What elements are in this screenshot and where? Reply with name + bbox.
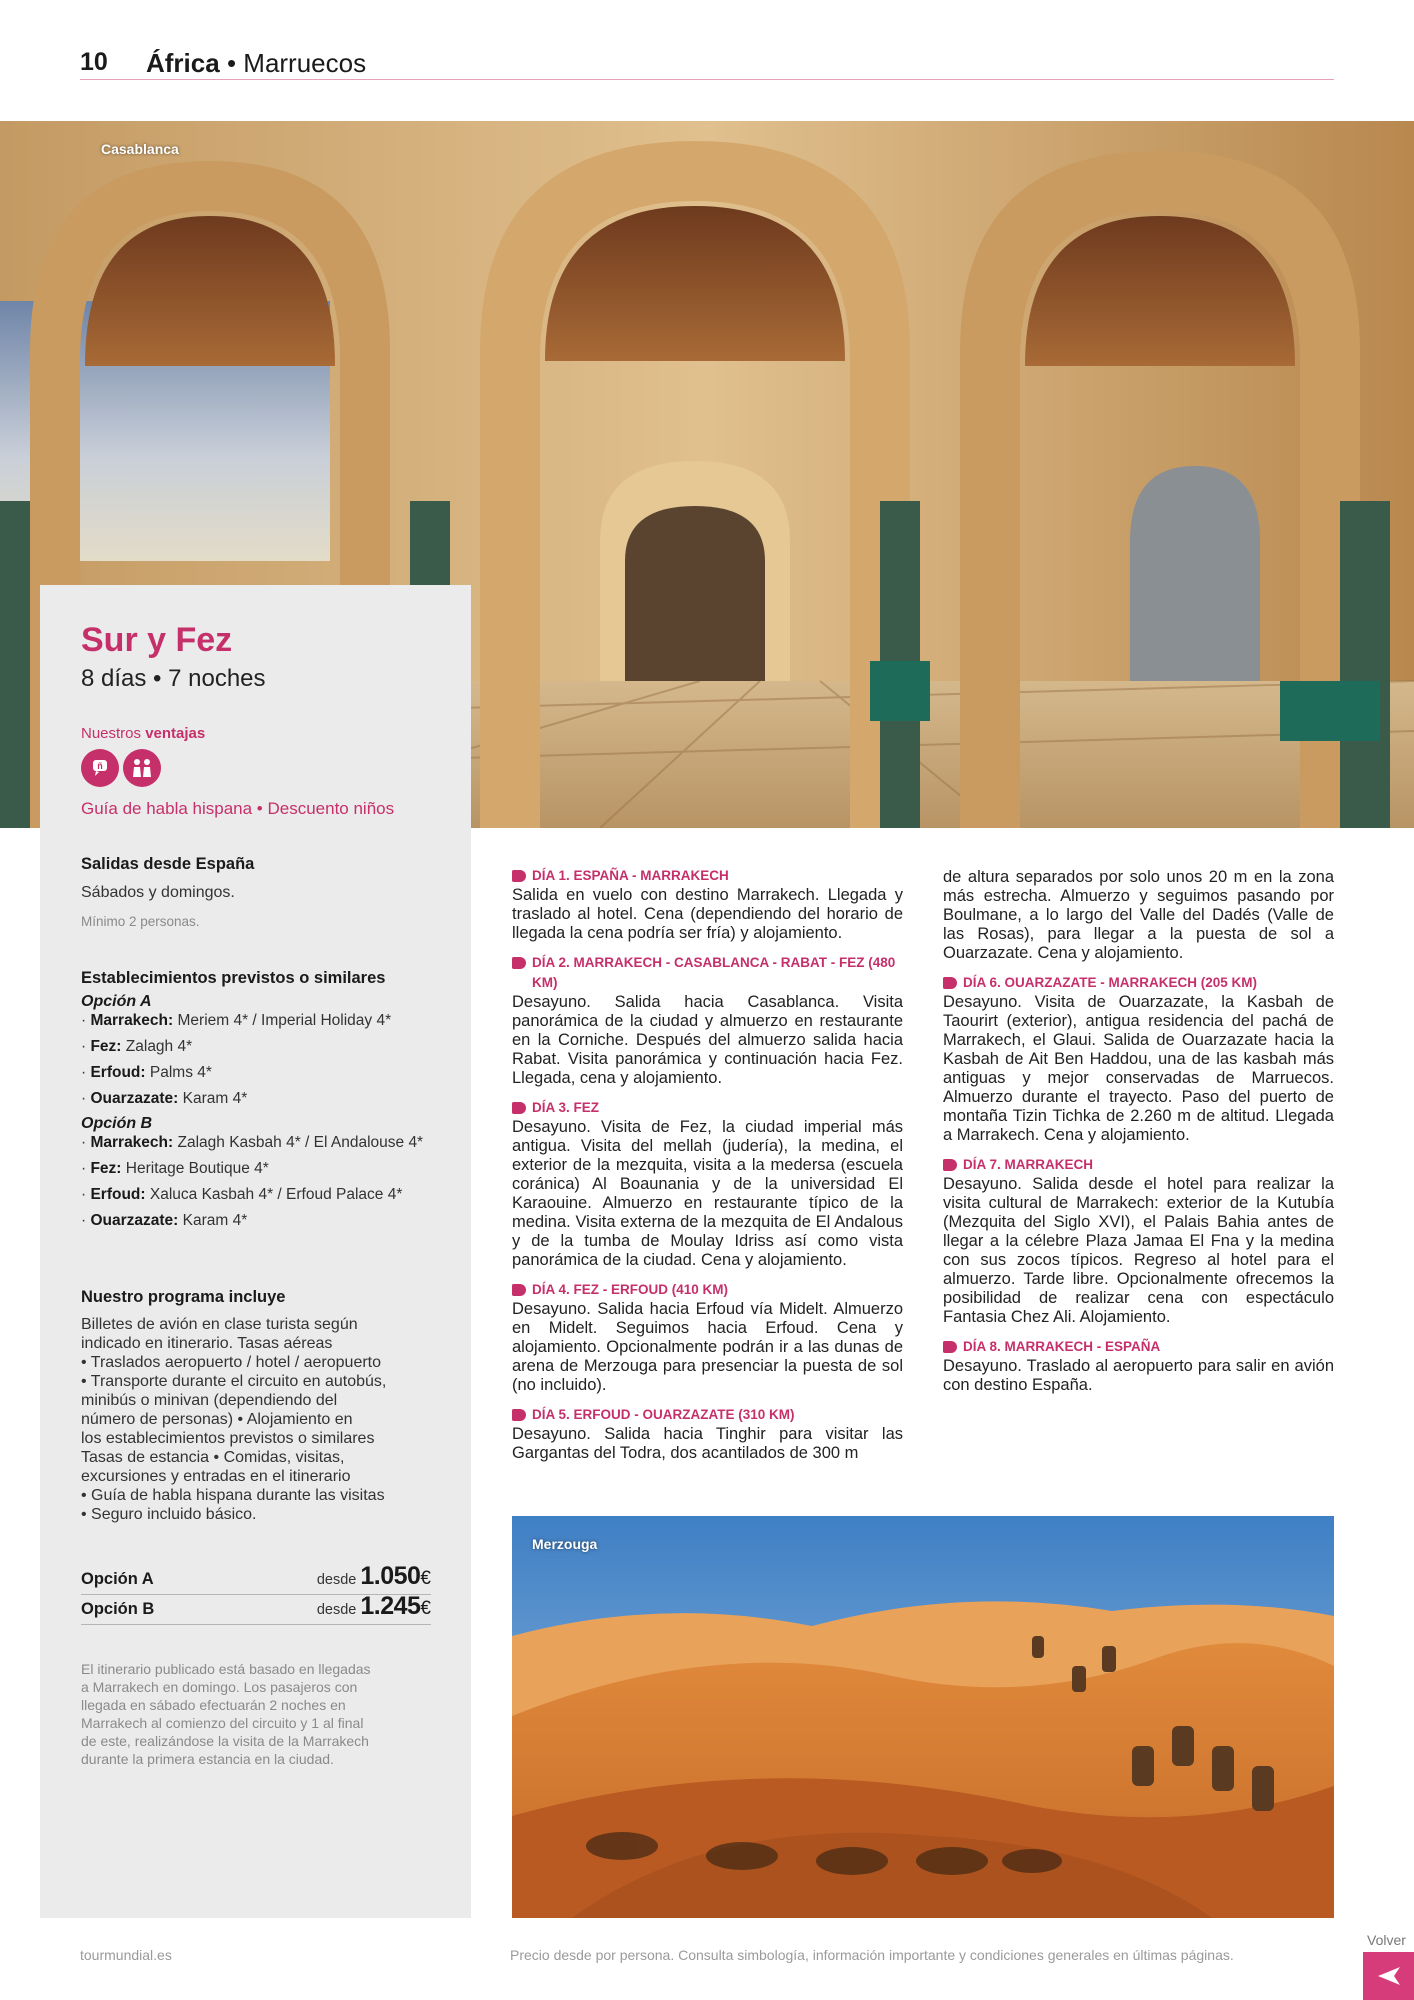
price-option-label: Opción A: [81, 1570, 154, 1588]
day-title: DÍA 8. MARRAKECH - ESPAÑA: [963, 1339, 1161, 1354]
includes-list: [81, 1315, 433, 1524]
includes-line: excursiones y entradas en el itinerario: [81, 1468, 351, 1485]
itinerary-day: [943, 868, 1334, 963]
trip-info-panel: [40, 585, 471, 1918]
hotel-city: Fez:: [90, 1038, 122, 1055]
day-title: DÍA 6. OUARZAZATE - MARRAKECH (205 KM): [963, 975, 1258, 990]
price-amount: 1.050: [360, 1562, 421, 1590]
day-title: DÍA 5. ERFOUD - OUARZAZATE (310 KM): [532, 1407, 795, 1422]
desert-photo-label: Merzouga: [532, 1536, 598, 1552]
departures-heading: Salidas desde España: [81, 855, 255, 873]
includes-line: indicado en itinerario. Tasas aéreas: [81, 1335, 333, 1352]
price-option-label: Opción B: [81, 1600, 155, 1618]
day-title: DÍA 4. FEZ - ERFOUD (410 KM): [532, 1282, 729, 1297]
day-tag-icon: [512, 870, 526, 882]
hero-photo-label: Casablanca: [101, 141, 179, 157]
departures-minimum: Mínimo 2 personas.: [81, 914, 200, 929]
itinerary-day: [512, 866, 903, 943]
itinerary-day: [512, 1280, 903, 1395]
hotel-line: · Fez: Heritage Boutique 4*: [81, 1160, 269, 1177]
day-tag-icon: [512, 1409, 526, 1421]
price-amount: 1.245: [360, 1592, 421, 1620]
hotel-names: Meriem 4* / Imperial Holiday 4*: [177, 1012, 392, 1029]
hotel-names: Zalagh 4*: [125, 1038, 193, 1055]
price-value: [317, 1592, 431, 1621]
itinerary-day: [943, 1155, 1334, 1327]
day-text: Desayuno. Salida hacia Erfoud vía Midelt. Almuerzo en Midelt. Seguimos hacia Erfoud. Cena y alojamiento. Opcionalmente podrán ir a las dunas de arena de Merzouga para presenciar la puesta de sol (no incluido).: [512, 1300, 903, 1394]
hotel-city: Erfoud:: [90, 1064, 146, 1081]
desert-photo: [512, 1516, 1334, 1918]
hotel-line: · Erfoud: Palms 4*: [81, 1064, 212, 1081]
day-text: Desayuno. Visita de Fez, la ciudad imperial más antigua. Visita del mellah (judería), la medina, el exterior de la mezquita, visita a la medersa (escuela coránica) Al Boaunania y de la universidad El Karaouine. Almuerzo en restaurante típico de la medina. Visita externa de la mezquita de El Andalous y de la tumba de Moulay Idriss así como vista panorámica de la ciudad. Cena y alojamiento.: [512, 1118, 903, 1269]
day-heading: [512, 953, 903, 993]
includes-line: Billetes de avión en clase turista según: [81, 1316, 358, 1333]
hotel-city: Ouarzazate:: [90, 1212, 179, 1229]
price-value: [317, 1562, 431, 1591]
hotel-line: · Ouarzazate: Karam 4*: [81, 1090, 248, 1107]
hotel-city: Fez:: [90, 1160, 122, 1177]
day-text: Desayuno. Salida desde el hotel para realizar la visita cultural de Marrakech: exterior de la Kutubía (Mezquita del Siglo XVI), el Palais Bahia antes de llegar a la célebre Plaza Jamaa El Fna y la medina con sus zocos típicos. Regreso al hotel para el almuerzo. Tarde libre. Opcionalmente ofrecemos la posibilidad de realizar cena con espectáculo Fantasia Chez Ali. Alojamiento.: [943, 1175, 1334, 1326]
day-tag-icon: [512, 1102, 526, 1114]
day-tag-icon: [943, 1341, 957, 1353]
price-from: desde: [316, 1572, 357, 1588]
includes-line: • Seguro incluido básico.: [81, 1506, 257, 1523]
includes-line: minibús o minivan (dependiendo del: [81, 1392, 338, 1409]
hotels-heading: Establecimientos previstos o similares: [81, 969, 386, 987]
itinerary-day: [943, 1337, 1334, 1395]
includes-heading: Nuestro programa incluye: [81, 1288, 286, 1306]
day-heading: [512, 1405, 903, 1425]
hotel-line: · Marrakech: Zalagh Kasbah 4* / El Andalouse 4*: [81, 1134, 424, 1151]
price-currency: €: [420, 1568, 431, 1589]
includes-line: Tasas de estancia • Comidas, visitas,: [81, 1449, 345, 1466]
day-text: de altura separados por solo unos 20 m en la zona más estrecha. Almuerzo y seguimos pasando por Boulmane, a lo largo del Valle del Dadés (Valle de las Rosas), para llegar a la puesta de sol a Ouarzazate. Cena y alojamiento.: [943, 868, 1334, 962]
hotel-city: Marrakech:: [90, 1012, 174, 1029]
note-line: llegada en sábado efectuarán 2 noches en: [81, 1697, 346, 1713]
hotel-option-heading: Opción B: [81, 1115, 153, 1132]
trip-duration: 8 días • 7 noches: [81, 665, 266, 692]
hotel-line: · Erfoud: Xaluca Kasbah 4* / Erfoud Palace 4*: [81, 1186, 403, 1203]
day-heading: [512, 1098, 903, 1118]
day-heading: [943, 1155, 1334, 1175]
hotel-names: Karam 4*: [182, 1090, 248, 1107]
hotel-city: Marrakech:: [90, 1134, 174, 1151]
day-tag-icon: [943, 977, 957, 989]
page-number: 10: [80, 48, 108, 76]
page-header: [80, 46, 1334, 80]
day-text: Desayuno. Salida hacia Casablanca. Visita panorámica de la ciudad y almuerzo en restaurante en la Corniche. Después del almuerzo salida hacia Rabat. Visita panorámica y continuación hacia Fez. Llegada, cena y alojamiento.: [512, 993, 903, 1087]
includes-line: • Guía de habla hispana durante las visitas: [81, 1487, 385, 1504]
page-title: [146, 48, 366, 79]
hotels-list: [81, 993, 433, 1237]
children-icon: [123, 749, 161, 787]
back-button[interactable]: [1363, 1952, 1414, 2000]
day-tag-icon: [943, 1159, 957, 1171]
advantages-word: ventajas: [145, 725, 206, 742]
itinerary-day: [512, 1098, 903, 1270]
advantages-text: Guía de habla hispana • Descuento niños: [81, 799, 395, 818]
day-tag-icon: [512, 1284, 526, 1296]
itinerary-column-2: [943, 868, 1334, 1405]
hotel-names: Karam 4*: [182, 1212, 248, 1229]
footer-disclaimer: Precio desde por persona. Consulta simbología, información importante y condiciones generales en últimas páginas.: [510, 1947, 1234, 1963]
day-title: DÍA 2. MARRAKECH - CASABLANCA - RABAT - FEZ (480 KM): [532, 955, 896, 990]
departures-days: Sábados y domingos.: [81, 884, 235, 901]
includes-line: • Transporte durante el circuito en autobús,: [81, 1373, 387, 1390]
hotel-line: · Marrakech: Meriem 4* / Imperial Holiday 4*: [81, 1012, 392, 1029]
hotel-line: · Ouarzazate: Karam 4*: [81, 1212, 248, 1229]
price-row-a: [81, 1562, 431, 1595]
note-line: a Marrakech en domingo. Los pasajeros con: [81, 1679, 358, 1695]
back-label: Volver: [1367, 1932, 1406, 1948]
itinerary-day: [943, 973, 1334, 1145]
itinerary-day: [512, 1405, 903, 1463]
day-text: Desayuno. Traslado al aeropuerto para salir en avión con destino España.: [943, 1357, 1334, 1394]
day-text: Salida en vuelo con destino Marrakech. Llegada y traslado al hotel. Cena (dependiendo del horario de llegada la cena podría ser fría) y alojamiento.: [512, 886, 903, 942]
itinerary-note: [81, 1660, 433, 1768]
note-line: El itinerario publicado está basado en llegadas: [81, 1661, 371, 1677]
hotel-names: Xaluca Kasbah 4* / Erfoud Palace 4*: [149, 1186, 403, 1203]
day-heading: [512, 1280, 903, 1300]
back-arrow-icon: [1376, 1965, 1402, 1987]
day-title: DÍA 3. FEZ: [532, 1100, 600, 1115]
footer-site: tourmundial.es: [80, 1947, 172, 1963]
note-line: durante la primera estancia en la ciudad.: [81, 1751, 334, 1767]
day-text: Desayuno. Salida hacia Tinghir para visitar las Gargantas del Todra, dos acantilados de 300 m: [512, 1425, 903, 1462]
includes-line: número de personas) • Alojamiento en: [81, 1411, 353, 1428]
price-row-b: [81, 1592, 431, 1625]
day-tag-icon: [512, 957, 526, 969]
hotel-names: Heritage Boutique 4*: [125, 1160, 269, 1177]
advantages-icons: [81, 749, 433, 789]
day-title: DÍA 1. ESPAÑA - MARRAKECH: [532, 868, 729, 883]
title-separator: •: [226, 48, 237, 78]
price-currency: €: [420, 1598, 431, 1619]
day-title: DÍA 7. MARRAKECH: [963, 1157, 1094, 1172]
trip-title: Sur y Fez: [81, 621, 233, 659]
hotel-line: · Fez: Zalagh 4*: [81, 1038, 193, 1055]
region-name: África: [146, 48, 220, 78]
advantages-prefix: Nuestros: [81, 725, 142, 742]
day-heading: [943, 973, 1334, 993]
hotel-option-heading: Opción A: [81, 993, 152, 1010]
advantages-label: [81, 725, 433, 742]
note-line: Marrakech al comienzo del circuito y 1 al final: [81, 1715, 364, 1731]
price-from: desde: [316, 1602, 357, 1618]
day-text: Desayuno. Visita de Ouarzazate, la Kasbah de Taourirt (exterior), antigua residencia del pachá de Marrakech, el Glaui. Salida de Ouarzazate hacia la Kasbah de Ait Ben Haddou, una de las kasbah más antiguas y mejor conservadas de Marruecos. Almuerzo durante el trayecto. Paso del puerto de montaña Tizin Tichka de 2.260 m de altitud. Llegada a Marrakech. Cena y alojamiento.: [943, 993, 1334, 1144]
itinerary-column-1: [512, 866, 903, 1473]
note-line: de este, realizándose la visita de la Marrakech: [81, 1733, 369, 1749]
includes-line: • Traslados aeropuerto / hotel / aeropuerto: [81, 1354, 382, 1371]
includes-line: los establecimientos previstos o similares: [81, 1430, 375, 1447]
itinerary-day: [512, 953, 903, 1088]
guide-icon: [81, 749, 119, 787]
day-heading: [943, 1337, 1334, 1357]
hotel-city: Erfoud:: [90, 1186, 146, 1203]
day-heading: [512, 866, 903, 886]
hotel-names: Palms 4*: [149, 1064, 212, 1081]
country-name: Marruecos: [243, 48, 367, 78]
svg-text:ñ: ñ: [97, 761, 103, 771]
hotel-names: Zalagh Kasbah 4* / El Andalouse 4*: [177, 1134, 424, 1151]
hotel-city: Ouarzazate:: [90, 1090, 179, 1107]
